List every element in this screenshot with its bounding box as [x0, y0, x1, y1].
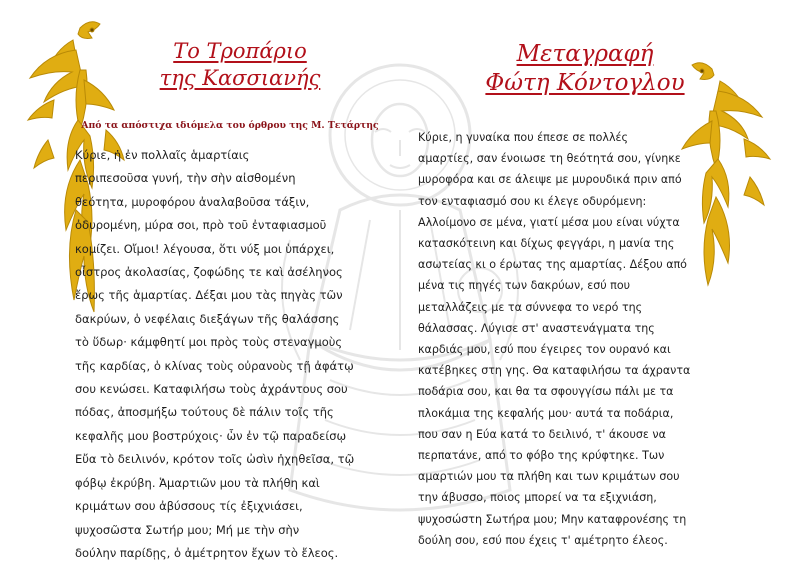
right-title: [470, 40, 700, 98]
left-title-line-1: Το Τροπάριο: [173, 39, 307, 63]
left-subtitle: Από τα απόστιχα ιδιόμελα του όρθρου της Μ. Τετάρτης: [81, 120, 379, 131]
left-title-line-2: της Κασσιανής: [159, 66, 321, 90]
ancient-greek-hymn-text: Κύριε, ἡ ἐν πολλαῖς ἁμαρτίαις περιπεσοῦσα γυνή, τὴν σὴν αἰσθομένη θεότητα, μυροφόρου ἀναλαβοῦσα τάξιν, ὀδυρομένη, μύρα σοι, πρὸ τοῦ ἐνταφιασμοῦ κομίζει. Οἴμοι! λέγουσα, ὅτι νύξ μοι ὑπάρχει, οἶστρος ἀκολασίας, ζοφώδης τε καὶ ἀσέληνος ἔρως τῆς ἁμαρτίας. Δέξαι μου τὰς πηγὰς τῶν δακρύων, ὁ νεφέλαις διεξάγων τῆς θαλάσσης τὸ ὕδωρ· κάμφθητί μοι πρὸς τοὺς στεναγμοὺς τῆς καρδίας, ὁ κλίνας τοὺς οὐρανοὺς τῇ ἀφάτῳ σου κενώσει. Καταφιλήσω τοὺς ἀχράντους σου πόδας, ἀποσμήξω τούτους δὲ πάλιν τοῖς τῆς κεφαλῆς μου βοστρύχοις· ὧν ἐν τῷ παραδείσῳ Εὔα τὸ δειλινόν, κρότον τοῖς ὠσὶν ἠχηθεῖσα, τῷ φόβῳ ἐκρύβη. Ἁμαρτιῶν μου τὰ πλήθη καὶ κριμάτων σου ἀβύσσους τίς ἐξιχνιάσει, ψυχοσῶστα Σωτήρ μου; Μή με τὴν σὴν δούλην παρίδῃς, ὁ ἀμέτρητον ἔχων τὸ ἔλεος.: [75, 148, 355, 560]
right-title-line-1: Μεταγραφή: [516, 41, 654, 67]
right-title-line-2: Φώτη Κόντογλου: [485, 70, 685, 96]
left-title: [120, 38, 360, 92]
modern-greek-transcription-text: Κύριε, η γυναίκα που έπεσε σε πολλές αμαρτίες, σαν ένοιωσε τη θεότητά σου, γίνηκε μυροφόρα και σε άλειψε με μυρουδικά πριν από τον ενταφιασμό σου κι έλεγε οδυρόμενη: Αλλοίμονο σε μένα, γιατί μέσα μου είναι νύχτα κατασκότεινη και δίχως φεγγάρι, η μανία της ασωτείας κι ο έρωτας της αμαρτίας. Δέξου από μένα τις πηγές των δακρύων, εσύ που μεταλλάζεις με τα σύννεφα το νερό της θάλασσας. Λύγισε στ' αναστενάγματα της καρδιάς μου, εσύ που έγειρες τον ουρανό και κατέβηκες στη γης. Θα καταφιλήσω τα άχραντα ποδάρια σου, και θα τα σφουγγίσω πάλι με τα πλοκάμια της κεφαλής μου· αυτά τα ποδάρια, που σαν η Εύα κατά το δειλινό, τ' άκουσε να περπατάνε, από το φόβο της κρύφτηκε. Των αμαρτιών μου τα πλήθη και των κριμάτων σου την άβυσσο, ποιος μπορεί να τα εξιχνιάση, ψυχοσώστη Σωτήρα μου; Μην καταφρονέσης τη δούλη σου, εσύ που έχεις τ' αμέτρητο έλεος.: [418, 131, 691, 547]
